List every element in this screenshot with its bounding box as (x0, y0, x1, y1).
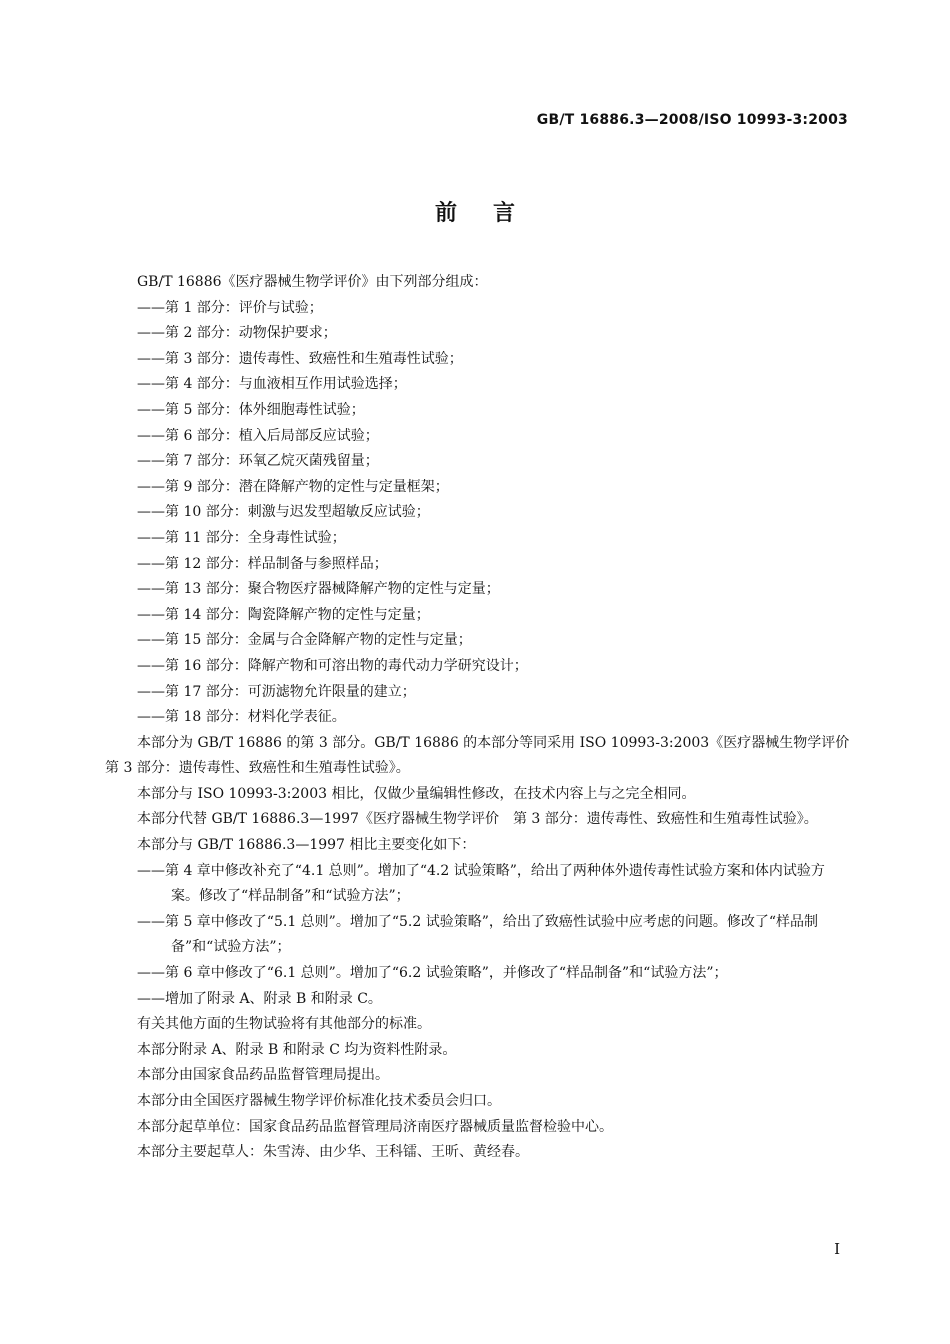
list-item: ——第 15 部分：金属与合金降解产物的定性与定量； (137, 632, 472, 649)
list-item: ——第 4 部分：与血液相互作用试验选择； (137, 376, 407, 393)
comparison-paragraph: 本部分与 ISO 10993-3:2003 相比，仅做少量编辑性修改，在技术内容上与之完全相同。 (137, 785, 696, 802)
list-item: ——第 12 部分：样品制备与参照样品； (137, 555, 388, 572)
list-item: ——第 16 部分：降解产物和可溶出物的毒代动力学研究设计； (137, 657, 528, 674)
list-item: ——第 7 部分：环氧乙烷灭菌残留量； (137, 453, 379, 470)
changes-intro-paragraph: 本部分与 GB/T 16886.3—1997 相比主要变化如下： (137, 837, 476, 854)
closing-paragraph: 本部分起草单位：国家食品药品监督管理局济南医疗器械质量监督检验中心。 (137, 1118, 613, 1135)
list-item: ——第 6 章中修改了“6.1 总则”。增加了“6.2 试验策略”，并修改了“样品制备”和“试验方法”； (137, 965, 728, 982)
page-title: 前言 (434, 201, 551, 226)
list-item: ——增加了附录 A、附录 B 和附录 C。 (137, 990, 382, 1007)
standard-code-header: GB/T 16886.3—2008/ISO 10993-3:2003 (536, 112, 848, 128)
closing-paragraph: 本部分主要起草人：朱雪涛、由少华、王科镭、王昕、黄经春。 (137, 1144, 529, 1161)
list-item: ——第 11 部分：全身毒性试验； (137, 529, 346, 546)
list-item: ——第 10 部分：刺激与迟发型超敏反应试验； (137, 504, 430, 521)
list-item: ——第 6 部分：植入后局部反应试验； (137, 427, 379, 444)
list-item: ——第 9 部分：潜在降解产物的定性与定量框架； (137, 478, 449, 495)
intro-paragraph: GB/T 16886《医疗器械生物学评价》由下列部分组成： (137, 274, 488, 290)
list-item: ——第 2 部分：动物保护要求； (137, 325, 337, 342)
list-item: ——第 13 部分：聚合物医疗器械降解产物的定性与定量； (137, 581, 500, 598)
list-item: ——第 3 部分：遗传毒性、致癌性和生殖毒性试验； (137, 350, 463, 367)
list-item: ——第 1 部分：评价与试验； (137, 299, 323, 316)
list-item: ——第 5 章中修改了“5.1 总则”。增加了“5.2 试验策略”，给出了致癌性试验中应考虑的问题。修改了“样品制备”和“试验方法”； (137, 913, 819, 956)
foreword-body (105, 270, 864, 1166)
replacement-paragraph: 本部分代替 GB/T 16886.3—1997《医疗器械生物学评价 第 3 部分：遗传毒性、致癌性和生殖毒性试验》。 (137, 811, 818, 828)
list-item: ——第 4 章中修改补充了“4.1 总则”。增加了“4.2 试验策略”，给出了两种体外遗传毒性试验方案和体内试验方案。修改了“样品制备”和“试验方法”； (137, 862, 825, 905)
list-item: ——第 17 部分：可沥滤物允许限量的建立； (137, 683, 416, 700)
changes-list (105, 859, 850, 1013)
list-item: ——第 14 部分：陶瓷降解产物的定性与定量； (137, 606, 430, 623)
list-item: ——第 18 部分：材料化学表征。 (137, 709, 346, 726)
closing-paragraph: 本部分由全国医疗器械生物学评价标准化技术委员会归口。 (137, 1093, 501, 1109)
list-item: ——第 5 部分：体外细胞毒性试验； (137, 401, 365, 418)
parts-list (105, 296, 850, 731)
closing-paragraph: 本部分附录 A、附录 B 和附录 C 均为资料性附录。 (137, 1041, 457, 1058)
closing-paragraph: 本部分由国家食品药品监督管理局提出。 (137, 1067, 389, 1084)
closing-paragraph: 有关其他方面的生物试验将有其他部分的标准。 (137, 1016, 431, 1033)
adoption-paragraph: 本部分为 GB/T 16886 的第 3 部分。GB/T 16886 的本部分等同采用 ISO 10993-3:2003《医疗器械生物学评价 第 3 部分：遗传毒性、致癌性和生殖毒性试验》。 (105, 734, 864, 777)
page-number: I (834, 1240, 840, 1258)
